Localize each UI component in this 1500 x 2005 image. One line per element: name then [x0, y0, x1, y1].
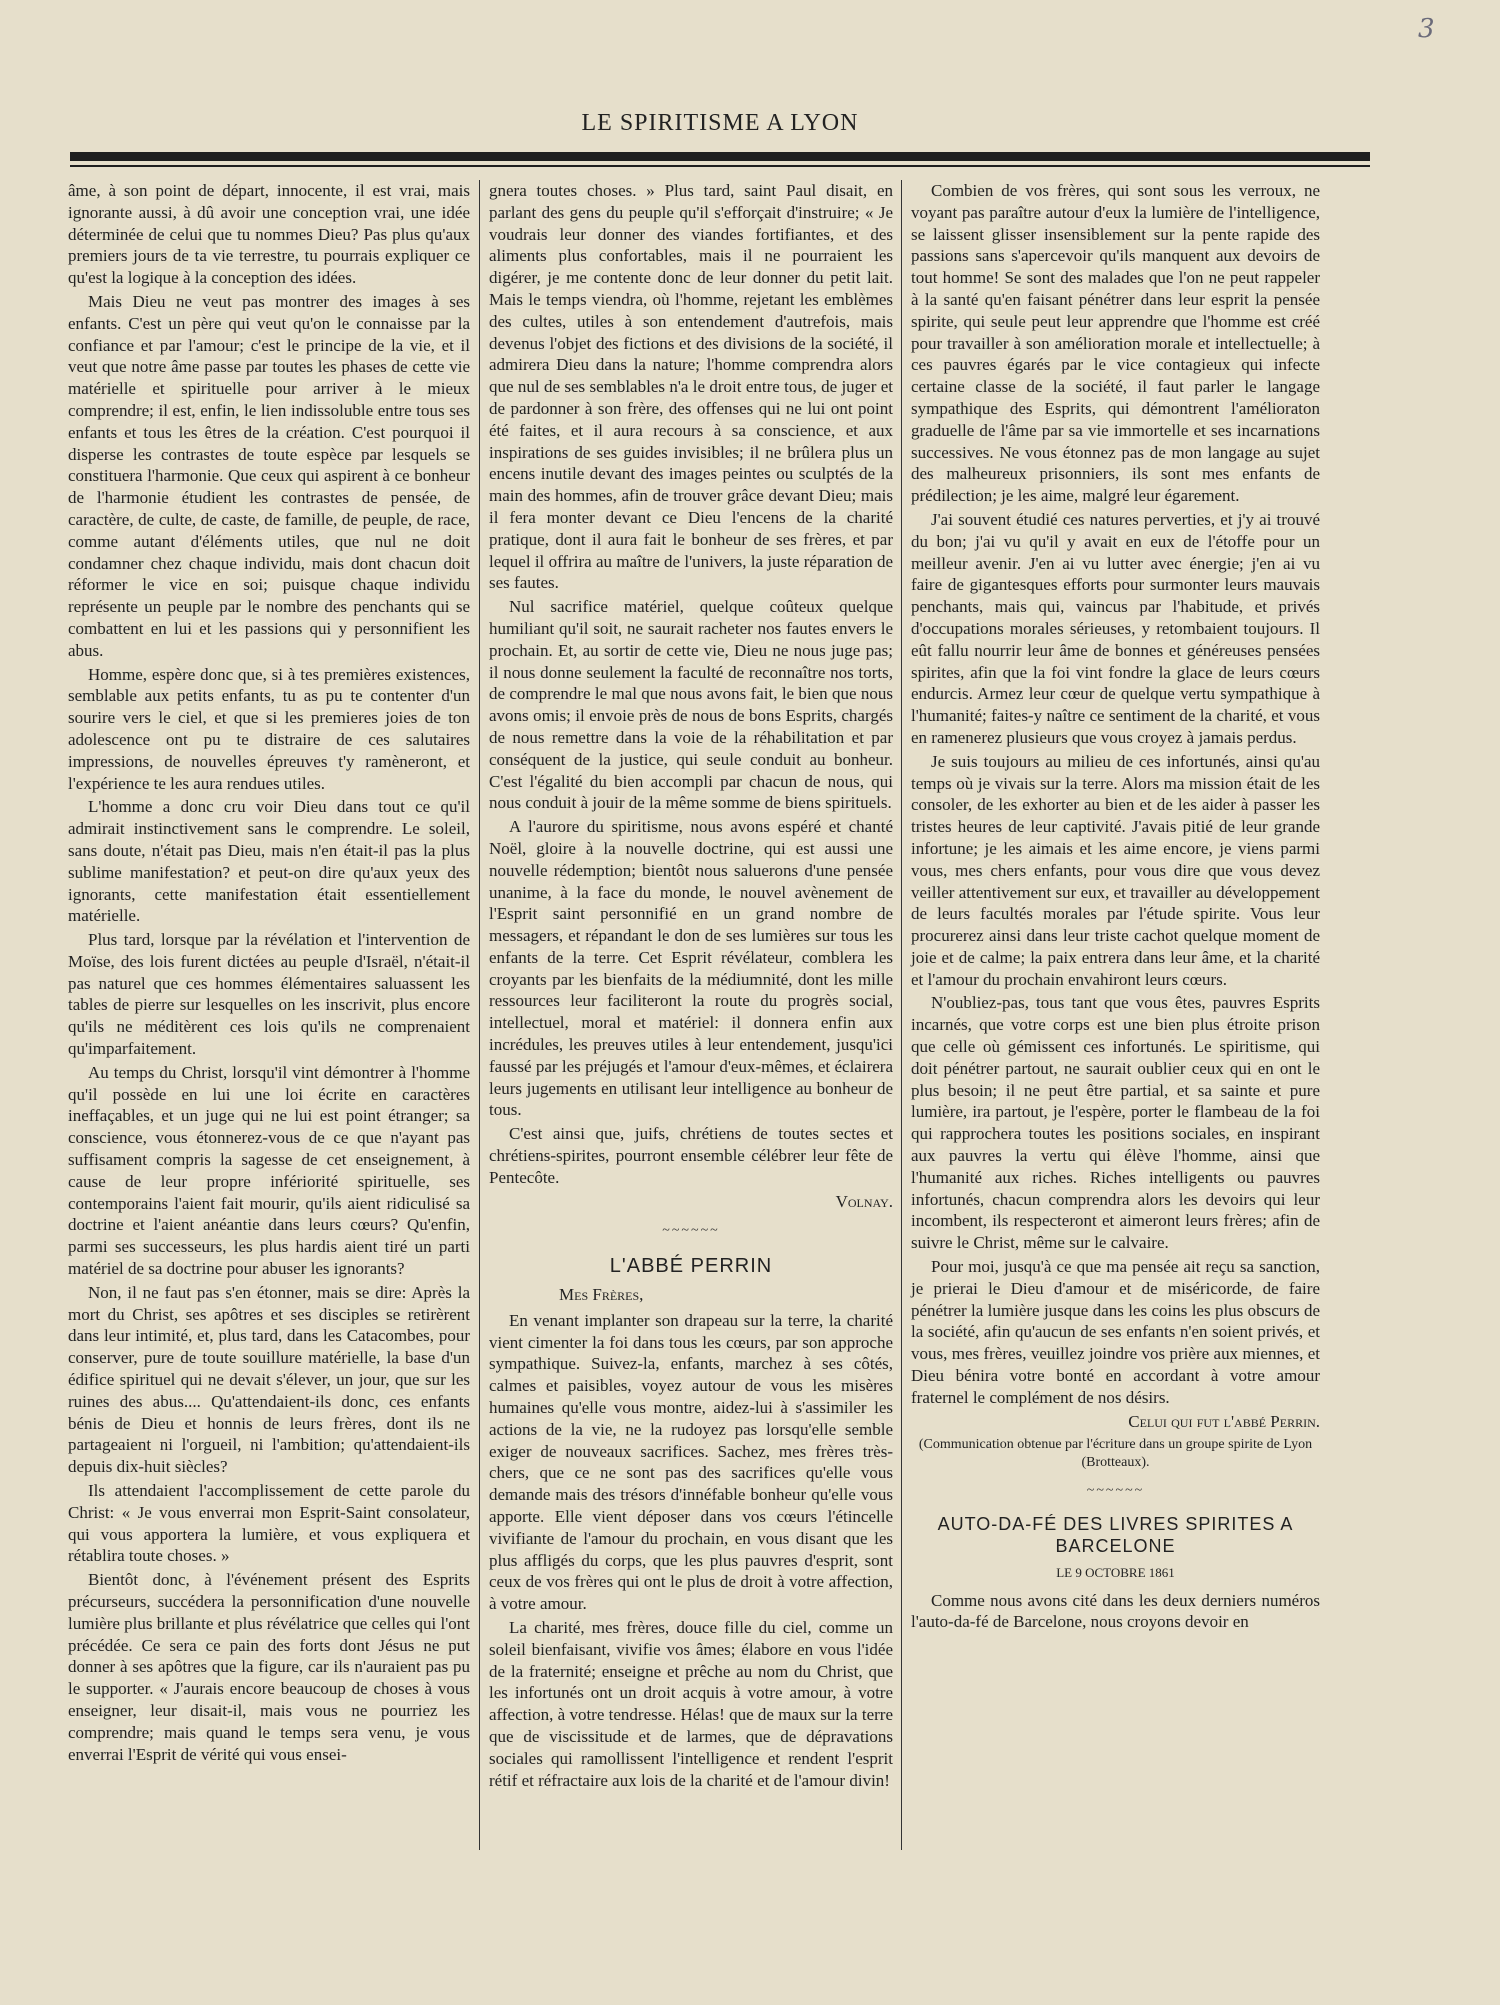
paragraph: Ils attendaient l'accomplissement de cette parole du Christ: « Je vous enverrai mon Esprit-Saint consolateur, qui vous apportera la lumière, et vous expliquera et rétablira toute choses. »: [68, 1481, 470, 1566]
paragraph: La charité, mes frères, douce fille du ciel, comme un soleil bienfaisant, vivifie vos âmes; élabore en vous l'idée de la fraternité; enseigne et prêche au nom du Christ, que les infortunés ont un droit acquis à votre amour, à votre affection, à votre tendresse. Hélas! que de maux sur la terre que de viscissitude et de larmes, que de dépravations sociales qui ramollissent l'intelligence et rendent l'esprit rétif et réfractaire aux lois de la charité et de l'amour divin!: [489, 1618, 893, 1790]
paragraph: Nul sacrifice matériel, quelque coûteux quelque humiliant qu'il soit, ne saurait racheter nos fautes envers le prochain. Et, au sortir de cette vie, Dieu ne nous juge pas; il nous donne seulement la faculté de reconnaître nos torts, de comprendre le mal que nous avons fait, le bien que nous avons omis; il envoie près de nous de bons Esprits, chargés de nous remettre dans la voie de la réhabilitation et par conséquent de la justice, qui seule conduit au bonheur. C'est l'égalité du bien accompli par chacun de nous, qui nous conduit à jouir de la même somme de biens spirituels.: [489, 597, 893, 813]
ornament-divider: ~~~~~~: [662, 1223, 720, 1239]
paragraph: Combien de vos frères, qui sont sous les verroux, ne voyant pas paraître autour d'eux la lumière de l'intelligence, se laissent glisser insensiblement sur la pente rapide des passions sans s'apercevoir qu'ils manquent aux devoirs de tout homme! Se sont des malades que l'on ne peut rappeler à la santé qu'en faisant pénétrer dans leur esprit la pensée spirite, qui seule peut leur apprendre que l'homme est créé pour travailler à son amélioration morale et intellectuelle; à ces pauvres égarés par le vice contagieux qui infecte certaine classe de la société, il faut parler le langage sympathique des Esprits, qui démontrent l'amélioraton graduelle de l'âme par sa vie immortelle et ses incarnations successives. Ne vous étonnez pas de mon langage au sujet des malheureux prisonniers, ils sont mes enfants de prédilection; je les aime, malgré leur égarement.: [911, 181, 1320, 506]
header-rule-thin: [70, 165, 1370, 167]
salutation: Mes Frères,: [559, 1285, 644, 1305]
ornament-divider: ~~~~~~: [1086, 1483, 1145, 1499]
paragraph: Au temps du Christ, lorsqu'il vint démontrer à l'homme qu'il possède en lui une loi écrite en caractères ineffaçables, et un juge qui ne lui est point étranger; sa conscience, vous étonnerez-vous de ce que n'ayant pas suffisament compris la sagesse de cet enseignement, à cause de leur propre infériorité spirituelle, ses contemporains l'aient fait mourir, qu'ils aient ridiculisé sa doctrine et l'aient anéantie dans leurs cœurs? Qu'enfin, parmi ses successeurs, les plus hardis aient tiré un parti matériel de sa doctrine pour abuser les ignorants?: [68, 1062, 470, 1279]
column-divider: [479, 180, 480, 1850]
column-right: [911, 180, 1320, 1635]
signature: Celui qui fut l'abbé Perrin.: [1128, 1411, 1320, 1431]
paragraph: Pour moi, jusqu'à ce que ma pensée ait reçu sa sanction, je prierai le Dieu d'amour et de miséricorde, de faire pénétrer la lumière jusque dans les coins les plus obscurs de la société, afin qu'aucun de ses enfants n'en soient privés, et vous, mes frères, veuillez joindre vos prière aux miennes, et Dieu bénira votre bonté en accordant à votre amour fraternel le complément de nos désirs.: [911, 1257, 1320, 1407]
paragraph: Non, il ne faut pas s'en étonner, mais se dire: Après la mort du Christ, ses apôtres et ses disciples se retirèrent dans leur intimité, et, plus tard, dans les Catacombes, pour conserver, pure de toute souillure matérielle, la base d'un édifice spirituel qui ne devait s'élever, un jour, que sur les ruines des abus.... Qu'attendaient-ils donc, ces enfants bénis de Dieu et honnis de leurs frères, dont ils ne partageaient ni l'orgueil, ni l'ambition; qu'attendaient-ils depuis dix-huit siècles?: [68, 1282, 470, 1477]
page-header-title: LE SPIRITISME A LYON: [581, 110, 859, 136]
paragraph: âme, à son point de départ, innocente, il est vrai, mais ignorante aussi, à dû avoir une conception vrai, une idée déterminée de celui que tu nommes Dieu? Pas plus qu'aux premiers jours de ta vie terrestre, tu pourrais expliquer ce qu'est la logique à la conception des idées.: [68, 181, 470, 288]
paragraph: Bientôt donc, à l'événement présent des Esprits précurseurs, succédera la personnification d'une nouvelle lumière plus brillante et plus révélatrice que celles qui l'ont précédée. Ce sera ce pain des forts dont Jésus ne put donner à ses apôtres que la figure, car ils n'auraient pas pu le supporter. « J'aurais encore beaucoup de choses à vous enseigner, leur disait-il, mais vous ne pourriez les comprendre; mais quand le temps sera venu, je vous enverrai l'Esprit de vérité qui vous ensei-: [68, 1570, 470, 1764]
paragraph: Mais Dieu ne veut pas montrer des images à ses enfants. C'est un père qui veut qu'on le connaisse par la confiance et par l'amour; c'est le principe de la vie, et il veut que notre âme passe par toutes les phases de cette vie matérielle et spirituelle pour arriver à le mieux comprendre; il est, enfin, le lien indissoluble entre tous ses enfants et tous les êtres de la création. C'est pourquoi il disperse les contrastes de toute espèce par lesquels se constituera l'harmonie. Que ceux qui aspirent à ce bonheur de l'harmonie étudient les contrastes de pensée, de caractère, de culte, de caste, de famille, de peuple, de race, comme autant d'éléments utiles, que nul ne doit condamner chez chaque individu, mais dont chacun doit réformer le vice en soi; puisque chaque individu représente un peuple par le nombre des penchants qui se combattent en lui et les passions qui y personnifient les abus.: [68, 291, 470, 660]
paragraph: Homme, espère donc que, si à tes premières existences, semblable aux petits enfants, tu as pu te contenter d'un sourire vers le ciel, et que si les premieres joies de ton adolescence ont pu te distraire de ces salutaires impressions, de nouvelles épreuves t'y ramèneront, et l'expérience te les aura rendues utiles.: [68, 664, 470, 793]
paragraph: Comme nous avons cité dans les deux derniers numéros l'auto-da-fé de Barcelone, nous croyons devoir en: [911, 1590, 1320, 1632]
paragraph: Je suis toujours au milieu de ces infortunés, ainsi qu'au temps où je vivais sur la terre. Alors ma mission était de les consoler, de les exhorter au bien et de les aider à passer les tristes heures de leur captivité. J'avais pitié de leur grande infortune; je les aimais et les aime encore, je viens parmi vous, mes chers enfants, pour vous dire que vous devez veiller attentivement sur eux, et travailler au développement de leurs facultés morales par l'étude spirite. Vous leur procurerez ainsi dans leur triste cachot quelque moment de joie et de calme; la paix entrera dans leur âme, et la charité et l'amour du prochain envahiront leurs cœurs.: [911, 751, 1320, 989]
column-middle: [489, 180, 893, 1793]
paragraph: A l'aurore du spiritisme, nous avons espéré et chanté Noël, gloire à la nouvelle doctrine, qui est aussi une nouvelle rédemption; bientôt nous saluerons d'une pensée unanime, à la face du monde, le nouvel avènement de l'Esprit saint personnifié en un grand nombre de messagers, et répandant le don de ses lumières sur tous les enfants de la terre. Cet Esprit révélateur, comblera les croyants par les bienfaits de la médiumnité, dont les mille ressources leur faciliteront la route du progrès social, intellectuel, moral et matériel: il donnera enfin aux incrédules, les preuves utiles à leur entendement, jusqu'ici faussé par les préjugés et l'amour d'eux-mêmes, et éclairera leurs jugements en utilisant leur intelligence au bonheur de tous.: [489, 817, 893, 1120]
paragraph: C'est ainsi que, juifs, chrétiens de toutes sectes et chrétiens-spirites, pourront ensemble célébrer leur fête de Pentecôte.: [489, 1124, 893, 1187]
column-divider: [901, 180, 902, 1850]
section-date: LE 9 OCTOBRE 1861: [1056, 1564, 1175, 1580]
section-title: L'ABBÉ PERRIN: [609, 1255, 773, 1278]
paragraph: gnera toutes choses. » Plus tard, saint Paul disait, en parlant des gens du peuple qu'il s'efforçait d'instruire; « Je voudrais leur donner des viandes fortifiantes, et des aliments plus confortables, mais il ne pourraient les digérer, je me contente donc de leur donner du petit lait. Mais le temps viendra, où l'homme, rejetant les emblèmes des cultes, utiles à son entendement d'autrefois, mais devenus l'objet des fictions et des divisions de la société, il admirera Dieu dans la nature; l'homme comprendra alors que nul de ses semblables n'a le droit entre tous, de juger et de pardonner à son frère, des offenses qui ne lui ont point été faites, et il aura recours à sa conscience, et aux inspirations de ses guides invisibles; il ne brûlera plus un encens inutile devant des images peintes ou sculptés de la main des hommes, afin de trouver grâce devant Dieu; mais il fera monter devant ce Dieu l'encens de la charité pratique, dont il aura fait le bonheur de ses frères, et par lequel il offrira au maître de l'univers, la juste réparation de ses fautes.: [489, 181, 893, 593]
paragraph: L'homme a donc cru voir Dieu dans tout ce qu'il admirait instinctivement sans le comprendre. Le soleil, sans doute, n'était pas Dieu, mais n'en était-il pas la plus sublime manifestation? et peut-on dire qu'aux yeux des ignorants, cette manifestation était essentiellement matérielle.: [68, 797, 470, 926]
section-title: AUTO-DA-FÉ DES LIVRES SPIRITES A BARCELONE: [937, 1514, 1294, 1557]
paragraph: Plus tard, lorsque par la révélation et l'intervention de Moïse, des lois furent dictées au peuple d'Israël, n'était-il pas naturel que ces hommes élémentaires saluassent les tables de pierre sur lesquelles on les inscrivit, plus encore qu'ils ne méditèrent ces lois qu'ils ne comprenaient qu'imparfaitement.: [68, 930, 470, 1059]
paragraph: N'oubliez-pas, tous tant que vous êtes, pauvres Esprits incarnés, que votre corps est une bien plus étroite prison que celle où gémissent ces infortunés. Le spiritisme, qui doit pénétrer partout, ne saurait oublier ceux qui en ont le plus besoin; il ne peut être partial, et sa sainte et pure lumière, ira partout, je l'espère, porter le flambeau de la foi qui rapprochera toutes les positions sociales, en inspirant aux pauvres la vertu qui élève l'homme, ainsi que l'humanité aux riches. Riches intelligents ou pauvres infortunés, chacun comprendra alors les devoirs qui leur incombent, ils respecteront et aimeront leurs frères; afin de suivre le Christ, même sur le calvaire.: [911, 993, 1320, 1253]
paragraph: En venant implanter son drapeau sur la terre, la charité vient cimenter la foi dans tous les cœurs, par son approche sympathique. Suivez-la, enfants, marchez à ses côtés, calmes et paisibles, voyez autour de vous les misères humaines qu'elle vous montre, aidez-lui à s'assimiler les actions de la vie, ne la rudoyez pas lorsqu'elle semble exiger de nouveaux sacrifices. Sachez, mes frères très-chers, que ce ne sont pas des sacrifices qu'elle vous demande mais des trésors d'innéfable bonheur qu'elle vous apporte. Elle vient déposer dans vos cœurs l'étincelle vivifiante de l'amour du prochain, en vous disant que les plus affligés du corps, que les plus pauvres d'esprit, sont ceux de vos frères qui ont le plus de droit à votre affection, à votre amour.: [489, 1310, 893, 1614]
column-left: [68, 180, 470, 1767]
page-number: 3: [1418, 14, 1435, 44]
header-rule-thick: [70, 152, 1370, 161]
signature: Volnay.: [835, 1191, 893, 1211]
paragraph: J'ai souvent étudié ces natures perverties, et j'y ai trouvé du bon; j'ai vu qu'il y avait en eux de l'étoffe pour un meilleur avenir. J'en ai vu lutter avec énergie; j'en ai vu faire de gigantesques efforts pour surmonter leurs mauvais penchants, mais qui, vaincus par l'habitude, et privés d'occupations morales sérieuses, y retombaient toujours. Il eût fallu nourrir leur âme de bonnes et généreuses pensées spirites, afin que la foi vint fondre la glace de leurs cœurs endurcis. Armez leur cœur de quelque vertu sympathique à l'humanité; faites-y naître ce sentiment de la charité, et vous en ramenerez plusieurs que vous croyez à jamais perdus.: [911, 509, 1320, 747]
communication-note: (Communication obtenue par l'écriture dans un groupe spirite de Lyon (Brotteaux).: [918, 1437, 1313, 1471]
